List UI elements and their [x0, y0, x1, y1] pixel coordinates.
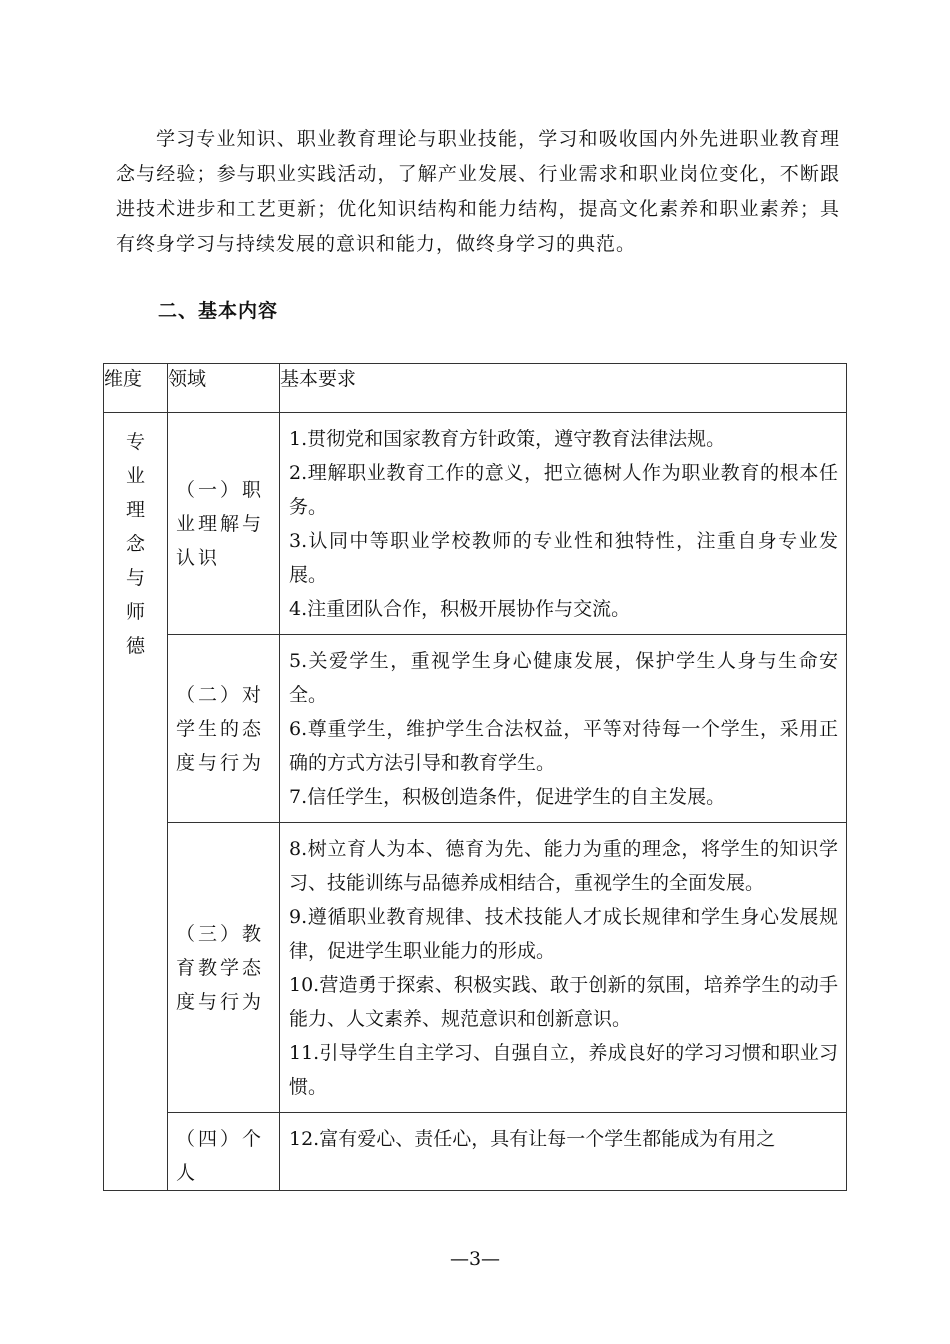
requirements-cell — [280, 823, 847, 1113]
table-header-row — [104, 364, 847, 413]
table-row — [104, 413, 847, 635]
requirement-item: 9.遵循职业教育规律、技术技能人才成长规律和学生身心发展规律，促进学生职业能力的形成。 — [289, 906, 838, 962]
dimension-char: 师 — [125, 601, 145, 623]
dimension-char: 理 — [125, 499, 145, 521]
area-cell: （二）对学生的态度与行为 — [168, 635, 280, 823]
standards-table — [103, 363, 847, 1191]
requirements-cell — [280, 413, 847, 635]
requirement-item: 1.贯彻党和国家教育方针政策，遵守教育法律法规。 — [289, 428, 726, 450]
requirement-item: 10.营造勇于探索、积极实践、敢于创新的氛围，培养学生的动手能力、人文素养、规范意识和创新意识。 — [289, 974, 838, 1030]
requirement-item: 5.关爱学生，重视学生身心健康发展，保护学生人身与生命安全。 — [289, 650, 838, 706]
requirement-item: 6.尊重学生，维护学生合法权益，平等对待每一个学生，采用正确的方式方法引导和教育学生。 — [289, 718, 838, 774]
dimension-char: 念 — [125, 533, 145, 555]
intro-paragraph: 学习专业知识、职业教育理论与职业技能，学习和吸收国内外先进职业教育理念与经验；参与职业实践活动，了解产业发展、行业需求和职业岗位变化，不断跟进技术进步和工艺更新；优化知识结构和能力结构，提高文化素养和职业素养；具有终身学习与持续发展的意识和能力，做终身学习的典范。 — [116, 128, 840, 255]
dimension-char: 与 — [125, 567, 145, 589]
header-area: 领域 — [168, 364, 280, 413]
requirement-item: 4.注重团队合作，积极开展协作与交流。 — [289, 598, 631, 620]
dimension-char: 专 — [125, 431, 145, 453]
requirements-cell — [280, 635, 847, 823]
requirement-item: 8.树立育人为本、德育为先、能力为重的理念，将学生的知识学习、技能训练与品德养成相结合，重视学生的全面发展。 — [289, 838, 838, 894]
requirement-item: 3.认同中等职业学校教师的专业性和独特性，注重自身专业发展。 — [289, 530, 838, 586]
table-row — [104, 823, 847, 1113]
dimension-char: 德 — [125, 635, 145, 657]
header-requirements: 基本要求 — [280, 364, 847, 413]
page-number: —3— — [449, 1248, 501, 1270]
table-row — [104, 635, 847, 823]
area-cell: （一）职业理解与认识 — [168, 413, 280, 635]
table-row — [104, 1113, 847, 1191]
requirement-item: 2.理解职业教育工作的意义，把立德树人作为职业教育的根本任务。 — [289, 462, 838, 518]
area-cell: （三）教育教学态度与行为 — [168, 823, 280, 1113]
requirement-item: 12.富有爱心、责任心，具有让每一个学生都能成为有用之 — [289, 1128, 776, 1150]
dimension-cell — [104, 413, 168, 1191]
requirement-item: 7.信任学生，积极创造条件，促进学生的自主发展。 — [289, 786, 726, 808]
requirements-cell — [280, 1113, 847, 1191]
section-heading: 二、基本内容 — [158, 300, 279, 322]
header-dimension: 维度 — [104, 364, 168, 413]
area-cell: （四）个人 — [168, 1113, 280, 1191]
dimension-char: 业 — [125, 465, 145, 487]
requirement-item: 11.引导学生自主学习、自强自立，养成良好的学习习惯和职业习惯。 — [289, 1042, 838, 1098]
